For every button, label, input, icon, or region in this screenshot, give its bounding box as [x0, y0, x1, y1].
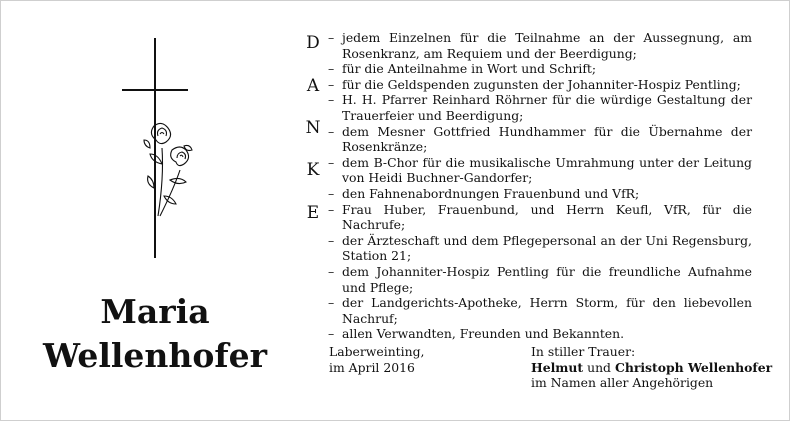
mourner-names: [531, 360, 772, 376]
thanks-item: – allen Verwandten, Freunden und Bekannten.: [328, 326, 752, 342]
mourner-name-1: Helmut: [531, 359, 584, 375]
danke-letter-a: A: [306, 76, 320, 96]
place: Laberweinting,: [329, 344, 425, 359]
danke-letter-e: E: [306, 203, 320, 223]
mourner-conjunction: und: [587, 359, 611, 375]
thanks-item: – dem Johanniter-Hospiz Pentling für die freundliche Aufnahme und Pflege;: [328, 264, 752, 295]
date: im April 2016: [329, 359, 415, 375]
thanks-item: – der Ärzteschaft und dem Pflegepersonal an der Uni Regensburg, Station 21;: [328, 233, 752, 264]
mourning-intro: In stiller Trauer:: [531, 344, 636, 359]
cross-horizontal-bar: [122, 89, 188, 91]
roses-illustration: [140, 118, 196, 218]
mourning-closing: im Namen aller Angehörigen: [531, 375, 714, 391]
thanks-item: – für die Anteilnahme in Wort und Schrift;: [328, 61, 752, 77]
thanks-item: – jedem Einzelnen für die Teilnahme an der Aussegnung, am Rosenkranz, am Requiem und der Beerdigung;: [328, 30, 752, 61]
mourners-block: [531, 344, 772, 391]
danke-letter-k: K: [306, 160, 320, 180]
thanks-list: [328, 30, 752, 342]
thanks-item: – für die Geldspenden zugunsten der Johanniter-Hospiz Pentling;: [328, 77, 752, 93]
thanks-item: – der Landgerichts-Apotheke, Herrn Storm, für den liebevollen Nachruf;: [328, 295, 752, 326]
mourner-name-2: Christoph Wellenhofer: [614, 359, 773, 375]
deceased-first-name: Maria: [100, 292, 210, 331]
thanks-item: – den Fahnenabordnungen Frauenbund und VfR;: [328, 186, 752, 202]
thanks-item: – dem B-Chor für die musikalische Umrahmung unter der Leitung von Heidi Buchner-Gandorfer;: [328, 155, 752, 186]
deceased-last-name: Wellenhofer: [42, 336, 267, 375]
thanks-item: – Frau Huber, Frauenbund, und Herrn Keufl, VfR, für die Nachrufe;: [328, 202, 752, 233]
thanks-item: – H. H. Pfarrer Reinhard Röhrner für die würdige Gestaltung der Trauerfeier und Beerdigung;: [328, 92, 752, 123]
danke-letter-d: D: [306, 33, 320, 53]
place-date-block: [329, 344, 424, 375]
danke-letter-n: N: [305, 118, 321, 138]
thanks-item: – dem Mesner Gottfried Hundhammer für die Übernahme der Rosenkränze;: [328, 124, 752, 155]
